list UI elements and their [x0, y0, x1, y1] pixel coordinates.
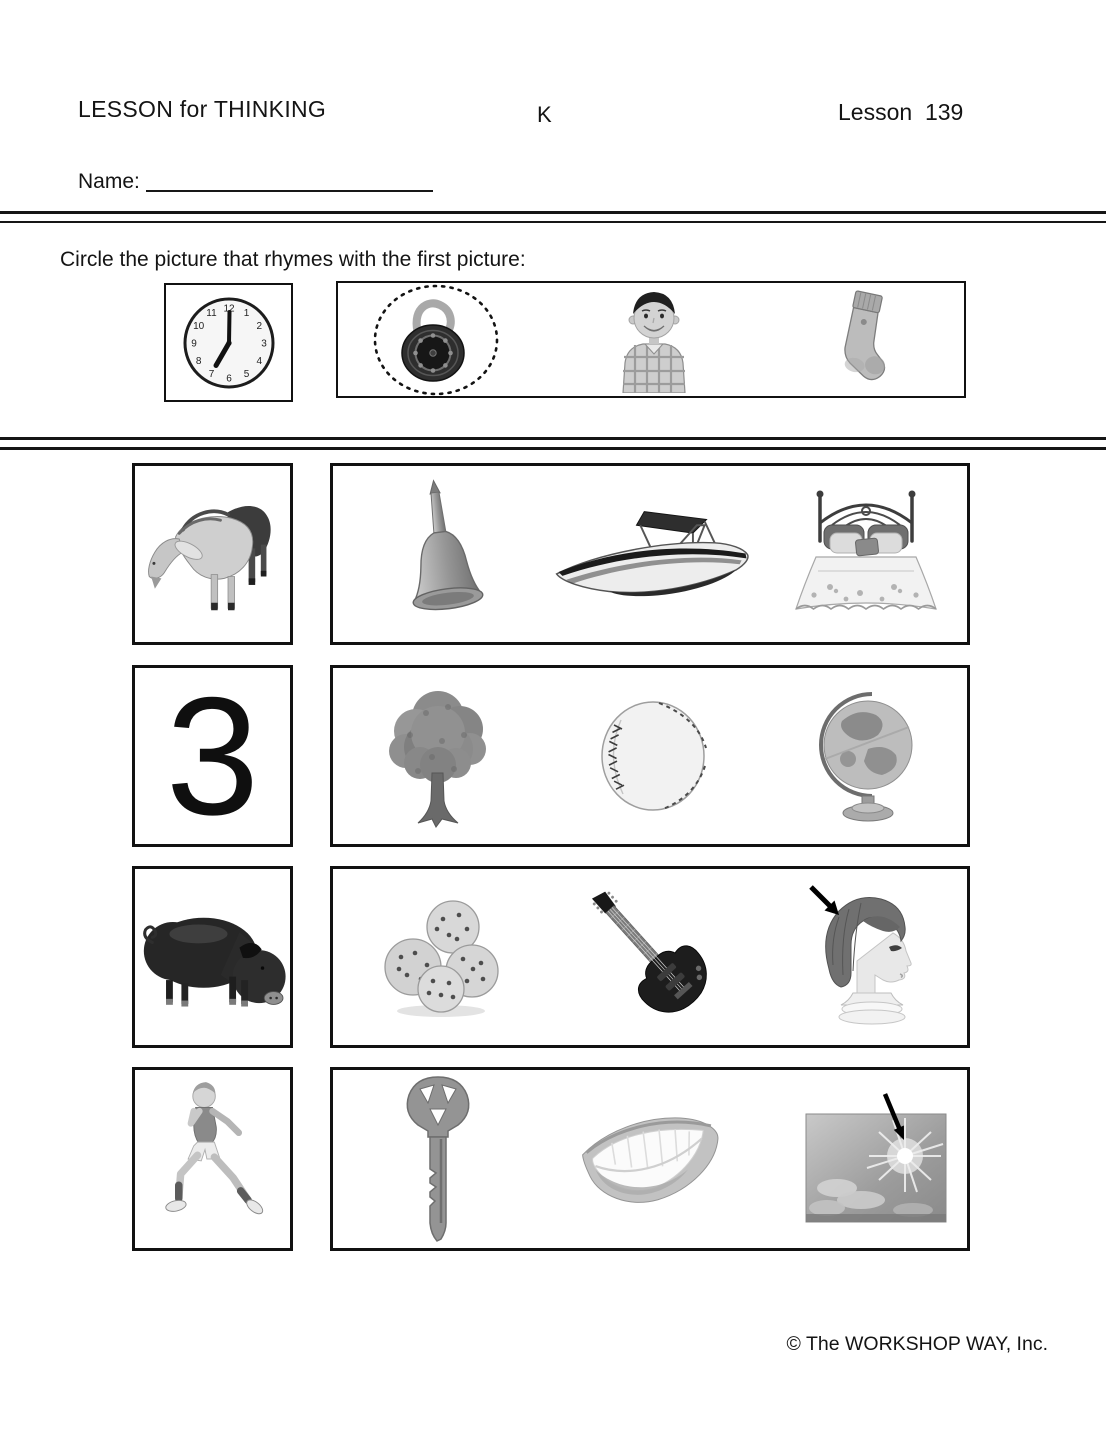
row3-choices-box [330, 866, 970, 1048]
row2-choices-box [330, 665, 970, 847]
pig-icon [137, 898, 289, 1016]
guitar-icon [584, 871, 722, 1043]
page-title: LESSON for THINKING [78, 96, 327, 122]
instruction-text: Circle the picture that rhymes with the first picture: [60, 248, 526, 271]
lesson-number: Lesson 139 [838, 99, 964, 125]
copyright-text: © The WORKSHOP WAY, Inc. [786, 1333, 1048, 1355]
choice-baseball[interactable] [597, 698, 709, 814]
choice-boy[interactable] [613, 287, 695, 393]
choice-lock[interactable] [372, 283, 504, 397]
choice-cookies[interactable] [375, 895, 517, 1019]
choice-sock[interactable] [830, 290, 894, 390]
row1-choices-box [330, 463, 970, 645]
clock-icon [179, 293, 279, 393]
example-prompt-box [164, 283, 293, 402]
svg-text:2: 2 [256, 320, 262, 332]
svg-text:10: 10 [192, 320, 204, 332]
svg-text:5: 5 [243, 368, 249, 380]
minute-hand [229, 312, 230, 343]
mouth-icon [577, 1108, 729, 1210]
runner-icon [160, 1080, 265, 1238]
bell-icon [397, 478, 489, 630]
row4-prompt-box [132, 1067, 293, 1251]
divider-middle [0, 437, 1106, 450]
grade-level: K [537, 102, 552, 127]
goat-icon [138, 492, 288, 616]
lock-icon-with-answer-circle [372, 283, 504, 397]
choice-tree[interactable] [372, 677, 504, 835]
svg-text:6: 6 [225, 373, 232, 384]
boy-icon [613, 287, 695, 393]
wig-icon [805, 881, 923, 1033]
name-row [78, 169, 433, 194]
svg-text:8: 8 [195, 355, 201, 367]
svg-text:4: 4 [256, 355, 262, 367]
example-choices-box [336, 281, 966, 398]
svg-text:3: 3 [260, 338, 267, 349]
bed-icon [790, 479, 942, 629]
baseball-icon [597, 698, 709, 814]
row1-prompt-box [132, 463, 293, 645]
choice-key[interactable] [396, 1073, 480, 1245]
key-icon [396, 1073, 480, 1245]
choice-guitar[interactable] [584, 871, 722, 1043]
divider-top [0, 211, 1106, 223]
row3-prompt-box [132, 866, 293, 1048]
svg-text:9: 9 [190, 338, 197, 349]
choice-bell[interactable] [397, 478, 489, 630]
pointer-arrow [811, 887, 831, 907]
choice-bed[interactable] [790, 479, 942, 629]
svg-text:1: 1 [243, 307, 249, 319]
choice-globe[interactable] [812, 685, 920, 827]
name-label: Name: [78, 170, 140, 193]
numeral-three: 3 [165, 662, 260, 850]
choice-mouth[interactable] [577, 1108, 729, 1210]
sun-photo-icon [803, 1092, 951, 1226]
tree-icon [372, 677, 504, 835]
choice-boat[interactable] [549, 498, 757, 610]
cookies-icon [375, 895, 517, 1019]
name-input-line[interactable] [146, 169, 433, 192]
svg-text:11: 11 [205, 307, 217, 319]
globe-icon [812, 685, 920, 827]
svg-text:7: 7 [208, 368, 214, 380]
sock-icon [830, 290, 894, 390]
choice-sun[interactable] [803, 1092, 951, 1226]
svg-text:12: 12 [222, 303, 235, 314]
choice-wig[interactable] [805, 881, 923, 1033]
row2-prompt-box [132, 662, 293, 850]
row4-choices-box [330, 1067, 970, 1251]
boat-icon [549, 498, 757, 610]
